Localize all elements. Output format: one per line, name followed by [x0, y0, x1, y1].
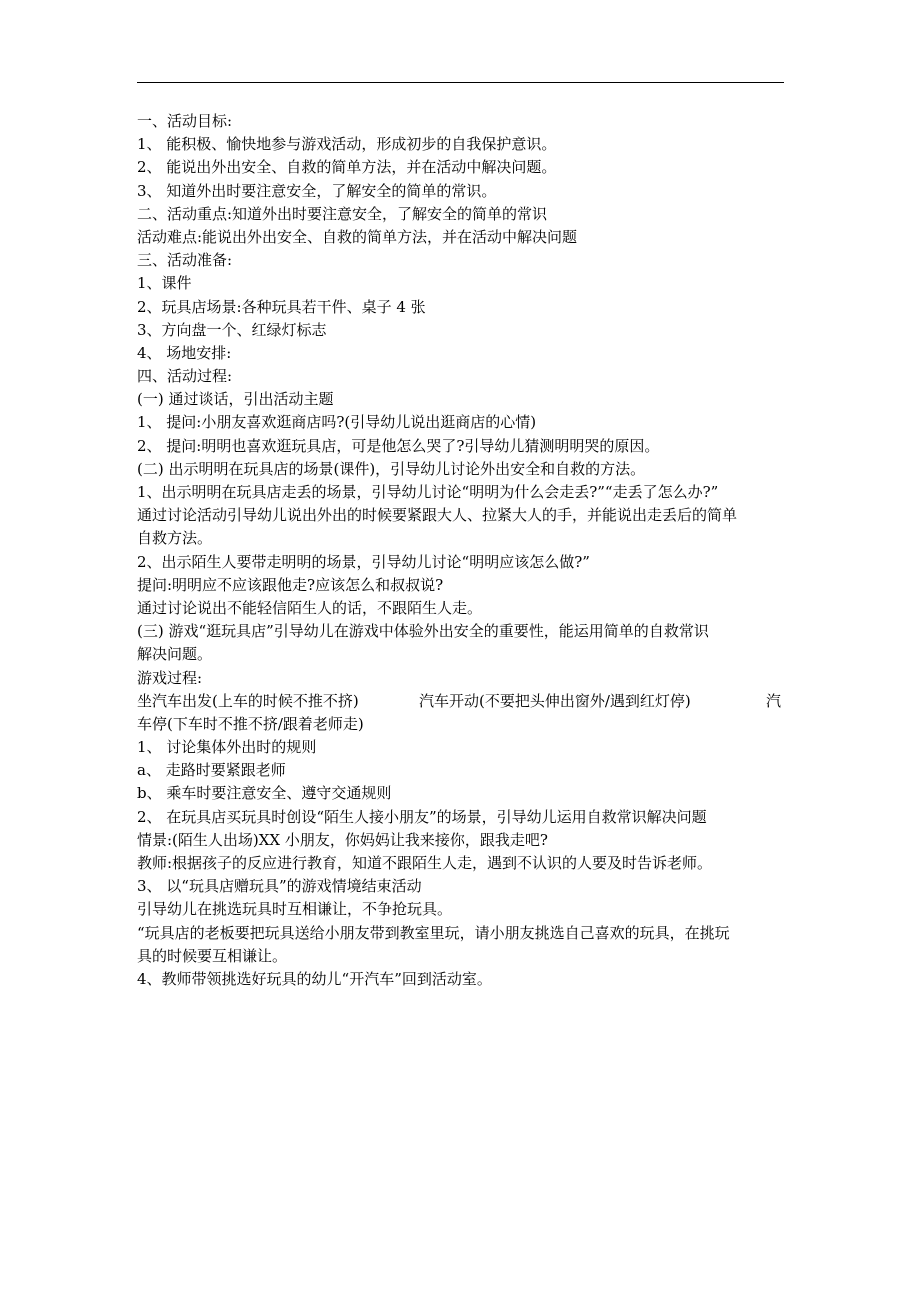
text-line: 活动难点:能说出外出安全、自救的简单方法，并在活动中解决问题 [137, 227, 578, 246]
text-line: 1、 讨论集体外出时的规则 [137, 738, 317, 757]
text-line: 提问:明明应不应该跟他走?应该怎么和叔叔说? [137, 575, 444, 594]
text-line: 二、活动重点:知道外出时要注意安全，了解安全的简单的常识 [137, 204, 548, 223]
text-line: 引导幼儿在挑选玩具时互相谦让，不争抢玩具。 [137, 900, 453, 919]
text-line: 3、 以“玩具店赠玩具”的游戏情境结束活动 [137, 877, 422, 896]
text-line: 2、 在玩具店买玩具时创设“陌生人接小朋友”的场景，引导幼儿运用自救常识解决问题 [137, 807, 707, 826]
process-step-2: 汽车开动(不要把头伸出窗外/遇到红灯停) [419, 691, 691, 710]
text-line: 4、教师带领挑选好玩具的幼儿“开汽车”回到活动室。 [137, 969, 492, 988]
text-line: (三) 游戏“逛玩具店”引导幼儿在游戏中体验外出安全的重要性，能运用简单的自救常识 [137, 622, 709, 641]
text-line: 1、 能积极、愉快地参与游戏活动，形成初步的自我保护意识。 [137, 135, 557, 154]
process-row [137, 690, 784, 713]
text-line: 3、 知道外出时要注意安全，了解安全的简单的常识。 [137, 181, 497, 200]
text-line: 4、 场地安排: [137, 343, 232, 362]
text-line: 2、玩具店场景:各种玩具若干件、桌子 4 张 [137, 297, 426, 316]
text-line: 3、方向盘一个、红绿灯标志 [137, 320, 327, 339]
process-row-continued: 车停(下车时不推不挤/跟着老师走) [137, 714, 364, 733]
text-line: “玩具店的老板要把玩具送给小朋友带到教室里玩，请小朋友挑选自己喜欢的玩具，在挑玩 [137, 923, 730, 942]
text-line: 自救方法。 [137, 529, 213, 548]
text-line: 2、 提问:明明也喜欢逛玩具店，可是他怎么哭了?引导幼儿猜测明明哭的原因。 [137, 436, 660, 455]
text-line: (一) 通过谈话，引出活动主题 [137, 390, 334, 409]
text-line: 1、课件 [137, 274, 192, 293]
text-line: 四、活动过程: [137, 367, 233, 386]
content-block-2 [137, 736, 784, 991]
text-line: a、 走路时要紧跟老师 [137, 761, 286, 780]
header-rule [137, 82, 784, 83]
text-line: 教师:根据孩子的反应进行教育，知道不跟陌生人走，遇到不认识的人要及时告诉老师。 [137, 854, 713, 872]
text-line: 游戏过程: [137, 668, 203, 687]
text-line: 1、出示明明在玩具店走丢的场景，引导幼儿讨论“明明为什么会走丢?”“走丢了怎么办?” [137, 483, 719, 501]
text-line: (二) 出示明明在玩具店的场景(课件)，引导幼儿讨论外出安全和自救的方法。 [137, 459, 646, 478]
text-line: 一、活动目标: [137, 112, 233, 130]
text-line: 具的时候要互相谦让。 [137, 946, 288, 965]
content-block-1 [137, 110, 784, 690]
text-line: 2、 能说出外出安全、自救的简单方法，并在活动中解决问题。 [137, 158, 557, 177]
document-body [137, 110, 784, 991]
process-step-3-start: 汽 [766, 691, 782, 710]
text-line: 三、活动准备: [137, 251, 233, 270]
text-line: b、 乘车时要注意安全、遵守交通规则 [137, 784, 392, 803]
text-line: 1、 提问:小朋友喜欢逛商店吗?(引导幼儿说出逛商店的心情) [137, 413, 537, 432]
text-line: 通过讨论活动引导幼儿说出外出的时候要紧跟大人、拉紧大人的手，并能说出走丢后的简单 [137, 506, 738, 525]
text-line: 2、出示陌生人要带走明明的场景，引导幼儿讨论“明明应该怎么做?” [137, 552, 590, 571]
text-line: 通过讨论说出不能轻信陌生人的话，不跟陌生人走。 [137, 598, 483, 617]
text-line: 解决问题。 [137, 645, 213, 664]
text-line: 情景:(陌生人出场)XX 小朋友，你妈妈让我来接你，跟我走吧? [137, 830, 548, 849]
process-step-1: 坐汽车出发(上车的时候不推不挤) [137, 691, 359, 710]
